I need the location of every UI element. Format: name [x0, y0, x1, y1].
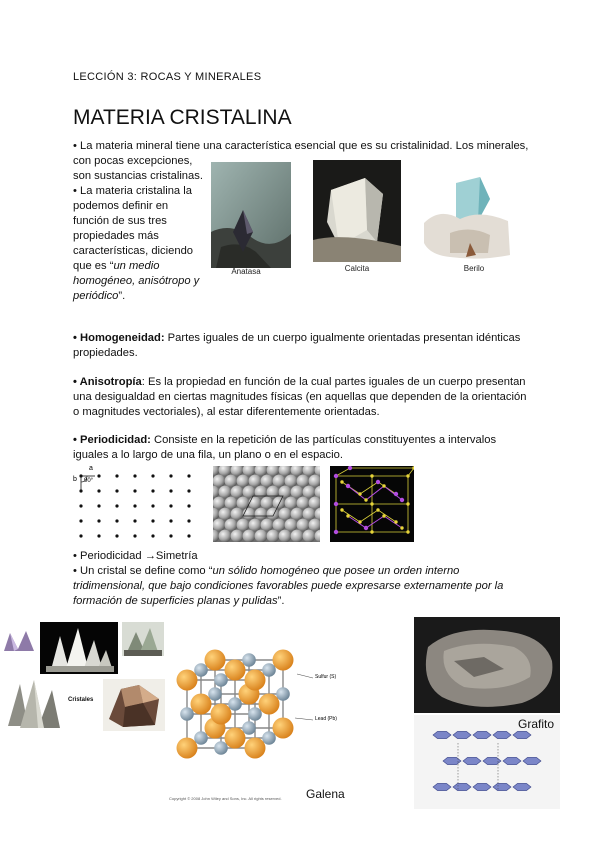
cristal-1-image: [0, 625, 38, 657]
packed-sphere: [237, 519, 250, 532]
galena-sulfur-label: Sulfur (S): [315, 674, 337, 680]
packed-sphere: [219, 508, 232, 521]
lead-atom: [273, 718, 294, 739]
packed-sphere: [291, 530, 304, 542]
galena-structure-diagram: [165, 642, 360, 804]
anatasa-image: [211, 162, 291, 268]
packed-sphere: [243, 530, 256, 542]
packed-sphere: [261, 497, 274, 510]
lead-atom: [245, 738, 266, 759]
sphere-packing-svg: [213, 466, 320, 542]
lead-atom: [225, 728, 246, 749]
anisotropia-def-3: o magnitudes vectoriales), al estar diferentemente orientadas.: [73, 406, 380, 418]
packed-sphere: [267, 508, 280, 521]
dot-lattice-svg: [73, 464, 205, 544]
lattice-dot: [187, 474, 190, 477]
structure-atom: [346, 484, 350, 488]
intro-b2-line-4: propiedades más: [73, 230, 159, 242]
structure-atom: [370, 474, 373, 477]
photo-cristal-2: [40, 622, 118, 674]
packed-sphere: [243, 508, 256, 521]
lattice-dot: [115, 504, 118, 507]
caption-calcita: Calcita: [344, 264, 370, 273]
structure-atom: [334, 502, 338, 506]
graphite-hexagon: [483, 757, 501, 764]
structure-atom: [334, 474, 338, 478]
graphite-hexagon: [513, 731, 531, 738]
sulfur-atom: [262, 663, 276, 677]
lead-atom: [245, 670, 266, 691]
packed-sphere: [231, 530, 244, 542]
intro-line-2: con pocas excepciones,: [73, 155, 193, 167]
packed-sphere: [213, 475, 225, 488]
periodicidad-def-2: iguales a lo largo de una fila, un plano o en el espacio.: [73, 449, 343, 461]
structure-atom: [394, 492, 398, 496]
sulfur-atom: [194, 731, 208, 745]
intro-b2-em3: periódico: [73, 290, 119, 302]
structure-atom: [406, 474, 409, 477]
lattice-dot: [187, 534, 190, 537]
packed-sphere: [243, 486, 256, 499]
lattice-dot: [133, 534, 136, 537]
graphite-hexagon: [493, 731, 511, 738]
lead-atom: [177, 738, 198, 759]
photo-cristal-3: [122, 622, 164, 656]
packed-sphere: [279, 530, 292, 542]
structure-atom: [400, 526, 403, 529]
photo-cristal-1: [0, 625, 38, 657]
graphite-hexagon: [453, 783, 471, 790]
lattice-dot: [115, 534, 118, 537]
lattice-dot: [169, 504, 172, 507]
packed-sphere: [273, 475, 286, 488]
cristal-5-image: [103, 679, 165, 731]
lattice-dot: [97, 489, 100, 492]
packed-sphere: [231, 486, 244, 499]
graphite-hexagon: [443, 757, 461, 764]
crystal-def-em2: tridimensional, que bajo condiciones favorables puede expresarse externamente por la: [73, 580, 504, 592]
packed-sphere: [219, 486, 232, 499]
sulfur-atom: [208, 687, 222, 701]
lattice-dot: [115, 519, 118, 522]
crystal-def-line-3: [73, 594, 533, 609]
lattice-dot: [187, 489, 190, 492]
lattice-dot: [169, 474, 172, 477]
structure-atom: [358, 520, 361, 523]
galena-label: Galena: [306, 787, 345, 801]
structure-atom: [364, 498, 367, 501]
lattice-dot: [133, 519, 136, 522]
packed-sphere: [285, 497, 298, 510]
crystal-def-line-1: [73, 564, 533, 579]
berilo-image: [420, 163, 513, 261]
lattice-dot: [97, 474, 100, 477]
packed-sphere: [225, 519, 238, 532]
intro-b2-line-7: [73, 274, 533, 289]
lattice-dot: [79, 534, 82, 537]
lattice-dot: [169, 489, 172, 492]
caption-anatasa: Anatasa: [231, 267, 261, 276]
photo-cristal-5: [103, 679, 165, 731]
structure-atom: [382, 484, 385, 487]
packed-sphere: [225, 497, 238, 510]
lead-atom: [273, 650, 294, 671]
crystal-def-line-2: [73, 579, 533, 594]
photo-anatasa: [211, 162, 291, 268]
graphite-hexagon: [513, 783, 531, 790]
sulfur-atom: [276, 687, 290, 701]
homogeneidad-paragraph: [73, 331, 533, 361]
anisotropia-paragraph: [73, 375, 533, 420]
sphere-packing-diagram: [213, 466, 320, 542]
crystal-structure-svg: [330, 466, 414, 542]
lattice-dot: [133, 489, 136, 492]
lead-atom: [177, 670, 198, 691]
homogeneidad-line-1: [73, 331, 533, 346]
packed-sphere: [291, 508, 304, 521]
lesson-header: LECCIÓN 3: ROCAS Y MINERALES: [73, 71, 262, 83]
packed-sphere: [279, 508, 292, 521]
periodicidad-term: • Periodicidad:: [73, 434, 151, 446]
anisotropia-def-1: : Es la propiedad en función de la cual partes iguales de un cuerpo presentan: [141, 376, 526, 388]
cristales-label: Cristales: [68, 697, 94, 703]
intro-b2-line-1: • La materia cristalina la: [73, 185, 192, 197]
galena-copyright: Copyright © 2008 John Wiley and Sons, Inc. All rights reserved.: [169, 796, 282, 801]
lattice-dot: [97, 519, 100, 522]
packed-sphere: [261, 475, 274, 488]
lattice-label-angle: 90°: [84, 478, 94, 484]
graphite-hexagon: [473, 731, 491, 738]
lead-atom: [205, 650, 226, 671]
dot-lattice-diagram: [73, 464, 205, 544]
lead-atom: [211, 704, 232, 725]
packed-sphere: [303, 508, 316, 521]
grafito-label: Grafito: [518, 717, 555, 731]
lattice-dot: [97, 534, 100, 537]
structure-atom: [394, 520, 397, 523]
grafito-image: [414, 617, 560, 713]
graphite-hexagon: [463, 757, 481, 764]
structure-atom: [334, 530, 338, 534]
lattice-label-b: b: [73, 476, 77, 483]
structure-atom: [406, 502, 409, 505]
crystal-structure-3d-diagram: [330, 466, 414, 542]
lattice-dot: [151, 534, 154, 537]
lattice-dot: [79, 519, 82, 522]
calcita-image: [313, 160, 401, 262]
packed-sphere: [213, 497, 225, 510]
packed-sphere: [297, 519, 310, 532]
packed-sphere: [225, 475, 238, 488]
lead-atom: [191, 694, 212, 715]
structure-atom: [400, 498, 404, 502]
graphite-hexagon: [523, 757, 541, 764]
packed-sphere: [231, 508, 244, 521]
anisotropia-def-2: una desigualdad en ciertas magnitudes físicas (en aquellas que dependen de la orientación: [73, 391, 527, 403]
crystal-definition-paragraph: [73, 549, 533, 609]
packed-sphere: [267, 530, 280, 542]
graphite-hexagon: [473, 783, 491, 790]
packed-sphere: [249, 475, 262, 488]
sulfur-atom: [242, 653, 256, 667]
structure-atom: [406, 530, 409, 533]
structure-atom: [370, 502, 373, 505]
homogeneidad-term: • Homogeneidad:: [73, 332, 165, 344]
packed-sphere: [303, 486, 316, 499]
galena-lead-label: Lead (Pb): [315, 716, 337, 722]
packed-sphere: [279, 486, 292, 499]
sulfur-atom: [248, 707, 262, 721]
cristal-3-image: [122, 622, 164, 656]
structure-atom: [340, 508, 343, 511]
graphite-hexagon: [493, 783, 511, 790]
intro-line-3: son sustancias cristalinas.: [73, 170, 203, 182]
galena-structure-svg: [165, 642, 360, 804]
cristal-2-image: [40, 622, 118, 674]
lattice-dot: [169, 519, 172, 522]
caption-berilo: Berilo: [463, 264, 485, 273]
lead-atom: [225, 660, 246, 681]
intro-b2-line-8: [73, 289, 533, 304]
graphite-hexagon: [433, 731, 451, 738]
lattice-dot: [115, 474, 118, 477]
lattice-dot: [133, 504, 136, 507]
packed-sphere: [219, 530, 232, 542]
graphite-hexagon: [453, 731, 471, 738]
sulfur-atom: [214, 741, 228, 755]
structure-atom: [358, 492, 361, 495]
photo-calcita: [313, 160, 401, 262]
packed-sphere: [255, 486, 268, 499]
page-title: MATERIA CRISTALINA: [73, 106, 292, 129]
anisotropia-line-1: [73, 375, 533, 390]
structure-atom: [364, 526, 368, 530]
structure-atom: [348, 466, 352, 470]
symmetry-line: • Periodicidad →Simetría: [73, 550, 198, 562]
periodicidad-paragraph: [73, 433, 533, 463]
packed-sphere: [285, 519, 298, 532]
photo-berilo: [420, 163, 513, 261]
packed-sphere: [261, 519, 274, 532]
photo-grafito: [414, 617, 560, 713]
sulfur-atom: [180, 707, 194, 721]
intro-b2-end: ”.: [118, 290, 126, 302]
structure-atom: [376, 508, 379, 511]
packed-sphere: [255, 530, 268, 542]
packed-sphere: [303, 530, 316, 542]
packed-sphere: [273, 519, 286, 532]
crystal-def-end: ”.: [277, 595, 285, 607]
sulfur-atom: [214, 673, 228, 687]
cristal-4-image: [0, 676, 66, 734]
structure-atom: [340, 480, 343, 483]
lattice-dot: [151, 489, 154, 492]
crystal-def-lead: • Un cristal se define como “: [73, 565, 213, 577]
crystal-def-em1: un sólido homogéneo que posee un orden interno: [212, 565, 460, 577]
sulfur-atom: [262, 731, 276, 745]
intro-b2-em1: un medio: [113, 260, 160, 272]
periodicidad-def-1: Consiste en la repetición de las partículas constituyentes a intervalos: [150, 434, 497, 446]
graphite-hexagon: [433, 783, 451, 790]
lattice-label-a: a: [89, 465, 93, 472]
graphite-hexagon: [503, 757, 521, 764]
intro-b2-lead: que es “: [73, 260, 114, 272]
packed-sphere: [249, 519, 262, 532]
intro-b2-line-5: características, diciendo: [73, 245, 194, 257]
packed-sphere: [237, 475, 250, 488]
structure-atom: [382, 514, 385, 517]
intro-b2-line-2: podemos definir en: [73, 200, 169, 212]
anisotropia-term: • Anisotropía: [73, 376, 142, 388]
packed-sphere: [213, 519, 225, 532]
crystal-def-em3: formación de superficies planas y pulidas: [73, 595, 278, 607]
structure-atom: [346, 514, 349, 517]
lattice-dot: [169, 534, 172, 537]
packed-sphere: [291, 486, 304, 499]
packed-sphere: [285, 475, 298, 488]
sulfur-atom: [194, 663, 208, 677]
lattice-dot: [97, 504, 100, 507]
packed-sphere: [249, 497, 262, 510]
periodicidad-line-1: [73, 433, 533, 448]
homogeneidad-def-1: Partes iguales de un cuerpo igualmente orientadas presentan idénticas: [164, 332, 521, 344]
photo-cristal-4: [0, 676, 66, 734]
lattice-dot: [115, 489, 118, 492]
lattice-dot: [187, 519, 190, 522]
intro-b2-line-3: función de sus tres: [73, 215, 167, 227]
packed-sphere: [297, 475, 310, 488]
homogeneidad-def-2: propiedades.: [73, 347, 138, 359]
lattice-dot: [187, 504, 190, 507]
lattice-dot: [151, 474, 154, 477]
lattice-dot: [151, 504, 154, 507]
lead-atom: [259, 694, 280, 715]
packed-sphere: [255, 508, 268, 521]
lattice-dot: [79, 504, 82, 507]
packed-sphere: [297, 497, 310, 510]
sulfur-atom: [242, 721, 256, 735]
packed-sphere: [267, 486, 280, 499]
lattice-dot: [133, 474, 136, 477]
packed-sphere: [273, 497, 286, 510]
structure-atom: [376, 480, 380, 484]
intro-line-1: • La materia mineral tiene una característica esencial que es su cristalinidad. Los minerales,: [73, 140, 529, 152]
sulfur-atom: [228, 697, 242, 711]
structure-atom: [370, 530, 373, 533]
lattice-dot: [151, 519, 154, 522]
intro-b2-em2: homogéneo, anisótropo y: [73, 275, 200, 287]
